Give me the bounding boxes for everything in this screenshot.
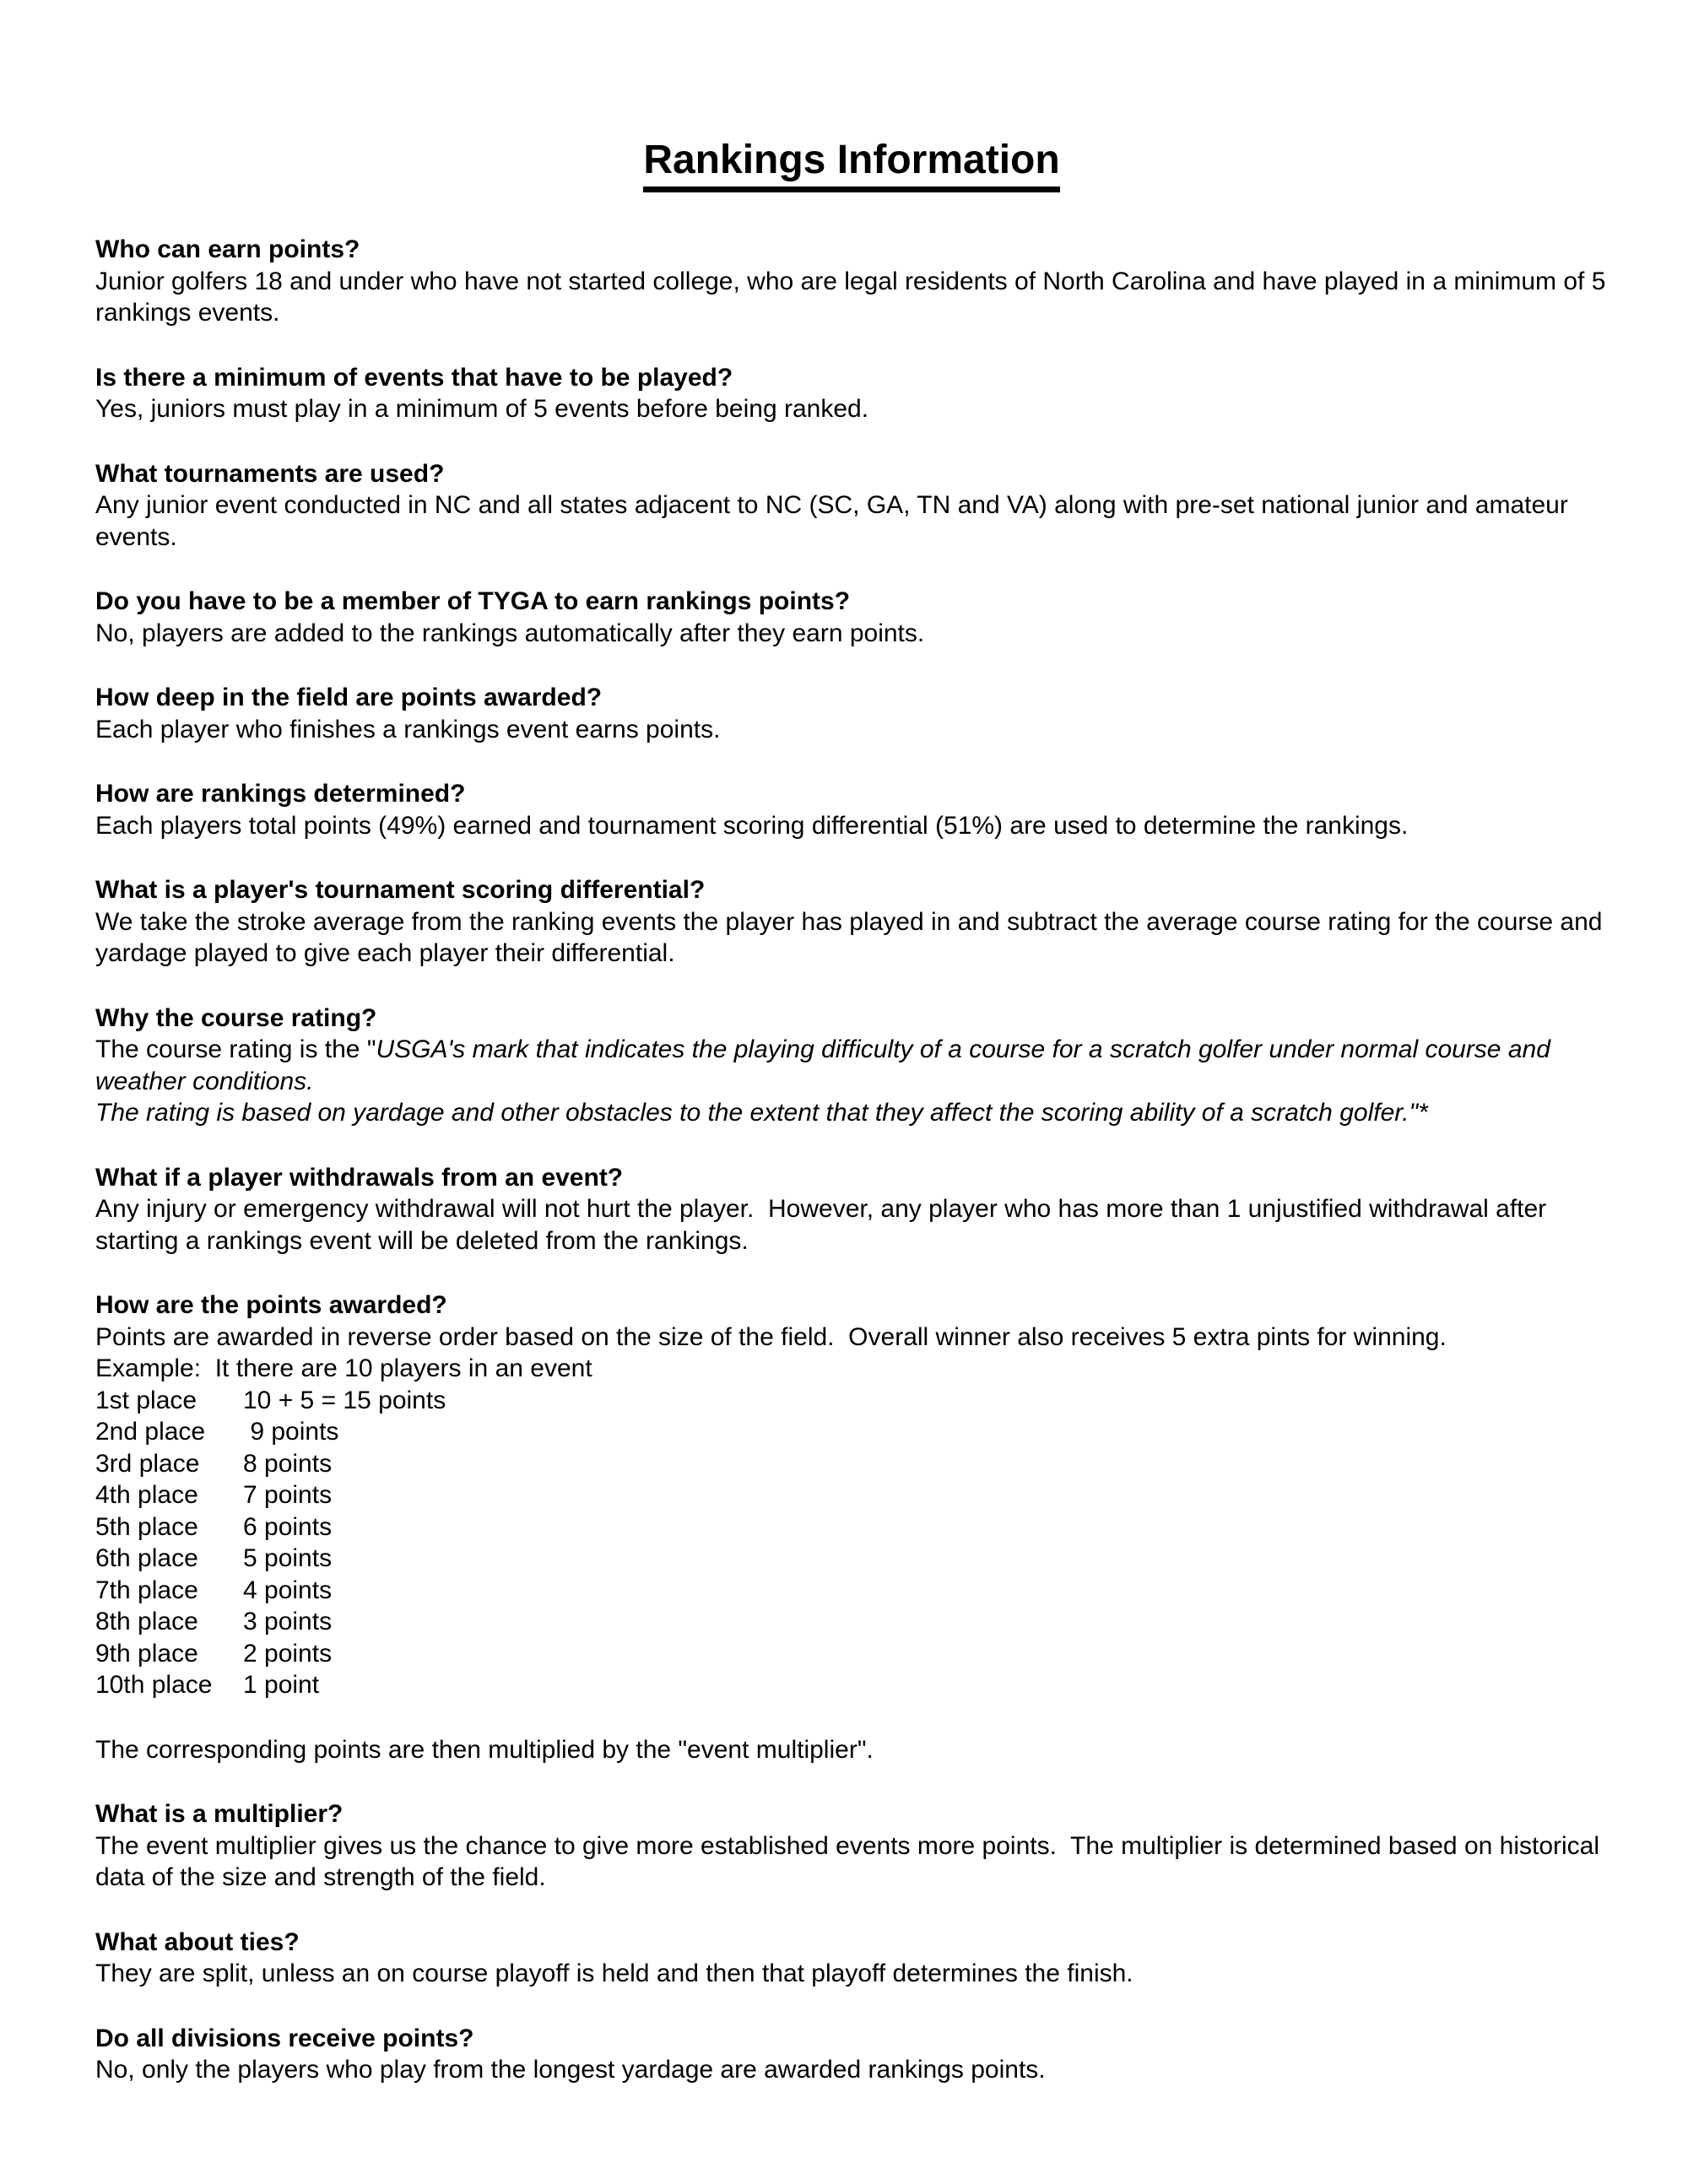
faq-section-rankings-determined [95, 778, 1608, 841]
points-value: 5 points [243, 1544, 333, 1572]
place-label: 5th place [95, 1512, 198, 1541]
answer: Any junior event conducted in NC and all states adjacent to NC (SC, GA, TN and VA) along with pre-set national junior and amateur events. [95, 491, 1576, 551]
answer: We take the stroke average from the ranking events the player has played in and subtract the average course rating for the course and yardage played to give each player their differential. [95, 907, 1610, 967]
answer-quoted-italic-part: USGA's mark that indicates the playing difficulty of a course for a scratch golfer under normal course and weather conditions. [95, 1035, 1558, 1095]
question: What is a multiplier? [95, 1800, 344, 1828]
faq-content [95, 234, 1613, 2086]
place-label: 10th place [95, 1671, 213, 1699]
place-label: 4th place [95, 1481, 198, 1509]
question: Do all divisions receive points? [95, 2024, 474, 2052]
points-value: 4 points [243, 1576, 333, 1604]
answer: No, players are added to the rankings automatically after they earn points. [95, 619, 925, 647]
question: How are rankings determined? [95, 780, 466, 808]
faq-section-withdrawals [95, 1162, 1608, 1257]
answer: The event multiplier gives us the chance to give more established events more points. The multiplier is determined based on historical data of the size and strength of the field. [95, 1831, 1607, 1891]
points-value: 1 point [243, 1671, 320, 1699]
faq-section-tournaments-used [95, 458, 1608, 554]
points-value: 9 points [243, 1418, 339, 1446]
question: What tournaments are used? [95, 459, 445, 488]
answer: Each player who finishes a rankings event earns points. [95, 715, 721, 743]
place-row [95, 1543, 1608, 1575]
answer: No, only the players who play from the longest yardage are awarded rankings points. [95, 2056, 1046, 2084]
place-row [95, 1606, 1608, 1638]
place-label: 3rd place [95, 1449, 200, 1478]
answer: Any injury or emergency withdrawal will not hurt the player. However, any player who has more than 1 unjustified withdrawal after starting a rankings event will be deleted from the rankings. [95, 1195, 1554, 1255]
faq-section-tyga-membership [95, 586, 1608, 649]
example-line: Example: It there are 10 players in an event [95, 1354, 592, 1382]
place-row [95, 1575, 1608, 1607]
place-label: 9th place [95, 1639, 198, 1668]
points-value: 6 points [243, 1512, 333, 1541]
place-label: 2nd place [95, 1418, 206, 1446]
answer: Junior golfers 18 and under who have not started college, who are legal residents of North Carolina and have played in a minimum of 5 rankings events. [95, 267, 1613, 327]
answer [95, 1034, 1608, 1097]
place-label: 7th place [95, 1576, 198, 1604]
question: Who can earn points? [95, 235, 360, 263]
points-value: 10 + 5 = 15 points [243, 1386, 446, 1414]
answer: They are split, unless an on course playoff is held and then that playoff determines the finish. [95, 1960, 1133, 1987]
place-row [95, 1416, 1608, 1448]
answer-plain-part: The course rating is the " [95, 1035, 376, 1063]
points-value: 2 points [243, 1639, 333, 1668]
question: Why the course rating? [95, 1003, 377, 1032]
question: How deep in the field are points awarded? [95, 684, 603, 711]
faq-section-minimum-events [95, 362, 1608, 425]
faq-section-field-depth [95, 682, 1608, 745]
page-title [95, 139, 1608, 181]
question: What if a player withdrawals from an event? [95, 1163, 624, 1192]
place-row [95, 1385, 1608, 1417]
points-value: 7 points [243, 1481, 333, 1509]
place-label: 1st place [95, 1386, 197, 1414]
page-title-text: Rankings Information [643, 138, 1059, 192]
faq-section-ties [95, 1927, 1608, 1990]
place-label: 6th place [95, 1544, 198, 1572]
multiplier-note [95, 1734, 1608, 1766]
answer: Yes, juniors must play in a minimum of 5 events before being ranked. [95, 395, 869, 423]
place-row [95, 1511, 1608, 1543]
faq-section-points-awarded [95, 1289, 1608, 1701]
note-text: The corresponding points are then multiplied by the "event multiplier". [95, 1735, 874, 1764]
place-row [95, 1638, 1608, 1670]
faq-section-who-can-earn [95, 234, 1613, 329]
place-row [95, 1448, 1608, 1480]
question: How are the points awarded? [95, 1291, 447, 1319]
question: What is a player's tournament scoring differential? [95, 876, 706, 904]
faq-section-multiplier [95, 1798, 1608, 1894]
question: What about ties? [95, 1927, 300, 1956]
place-row [95, 1479, 1608, 1511]
faq-section-course-rating [95, 1003, 1608, 1129]
question: Is there a minimum of events that have to be played? [95, 363, 733, 392]
place-label: 8th place [95, 1608, 198, 1635]
question: Do you have to be a member of TYGA to earn rankings points? [95, 587, 851, 615]
place-row [95, 1669, 1608, 1701]
points-value: 3 points [243, 1608, 333, 1635]
faq-section-divisions [95, 2023, 1608, 2086]
points-table [95, 1385, 1608, 1701]
answer-quoted-italic-line2: The rating is based on yardage and other obstacles to the extent that they affect the scoring ability of a scratch golfer."* [95, 1099, 1428, 1127]
answer: Points are awarded in reverse order based on the size of the field. Overall winner also receives 5 extra pints for winning. [95, 1322, 1447, 1351]
points-value: 8 points [243, 1449, 333, 1478]
faq-section-scoring-differential [95, 874, 1608, 970]
answer: Each players total points (49%) earned and tournament scoring differential (51%) are used to determine the rankings. [95, 811, 1409, 840]
